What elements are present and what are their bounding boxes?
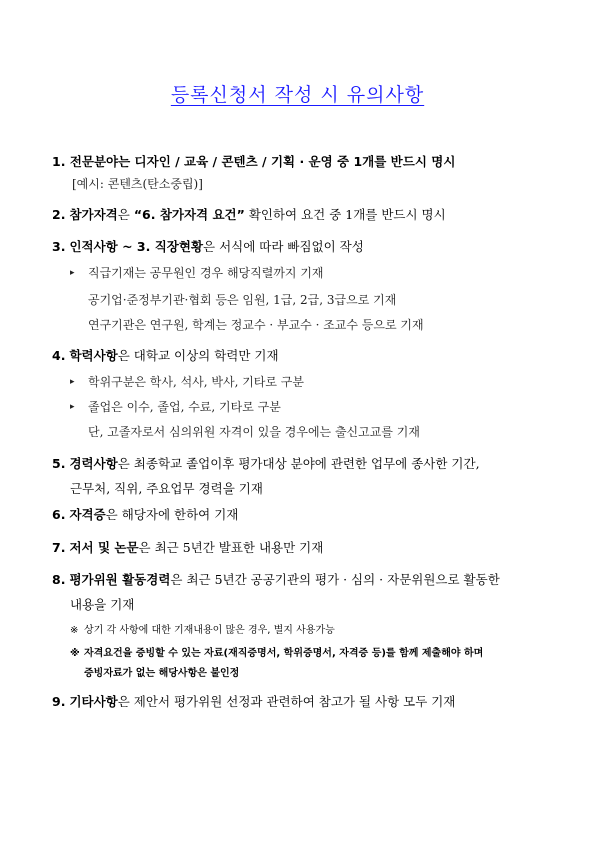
item-number: 8.: [52, 572, 66, 587]
item-3: [52, 237, 364, 257]
item-4-line-2: 졸업은 이수, 졸업, 수료, 기타로 구분: [88, 400, 281, 414]
item-text: 은 최근 5년간 발표한 내용만 기재: [138, 540, 324, 555]
note-text: 자격요건을 증빙할 수 있는 자료(재직증명서, 학위증명서, 자격증 등)를 함께 제출해야 하며: [84, 648, 484, 659]
bullet-icon: ▸: [70, 402, 75, 412]
item-7: [52, 538, 323, 558]
item-number: 4.: [52, 348, 66, 363]
item-2: [52, 205, 446, 225]
item-text: 은 제안서 평가위원 선정과 관련하여 참고가 될 사항 모두 기재: [117, 694, 456, 709]
item-8: [52, 570, 500, 590]
note-1: [70, 623, 335, 639]
item-number: 1.: [52, 154, 66, 169]
item-text: 확인하여 요건 중 1개를 반드시 명시: [244, 207, 446, 222]
item-9: [52, 692, 455, 712]
item-1-example: [예시: 콘텐츠(탄소중립)]: [72, 177, 203, 191]
bullet-icon: ▸: [70, 377, 75, 387]
item-1: [52, 152, 455, 172]
note-mark-icon: ※: [70, 648, 80, 659]
item-bold: 평가위원 활동경력: [69, 572, 171, 587]
item-bold: 저서 및 논문: [69, 540, 139, 555]
item-bold: 자격증: [69, 507, 106, 522]
item-text: 은 대학교 이상의 학력만 기재: [117, 348, 279, 363]
note-2: [70, 646, 483, 662]
item-number: 2.: [52, 207, 66, 222]
note-mark-icon: ※: [70, 625, 79, 636]
item-4-line-3: 단, 고졸자로서 심의위원 자격이 있을 경우에는 출신고교를 기재: [88, 425, 420, 439]
item-bold: 경력사항: [69, 456, 118, 471]
item-text: 은: [117, 207, 134, 222]
note-2-cont: 증빙자료가 없는 해당사항은 불인정: [84, 668, 240, 679]
item-4-line-1: 학위구분은 학사, 석사, 박사, 기타로 구분: [88, 375, 304, 389]
item-text: 전문분야는 디자인 / 교육 / 콘텐츠 / 기획 · 운영 중 1개를 반드시 명시: [69, 154, 456, 169]
note-text: 상기 각 사항에 대한 기재내용이 많은 경우, 별지 사용가능: [84, 625, 335, 636]
item-bold: 기타사항: [69, 694, 118, 709]
item-number: 5.: [52, 456, 66, 471]
item-text: 은 최종학교 졸업이후 평가대상 분야에 관련한 업무에 종사한 기간,: [117, 456, 480, 471]
item-4: [52, 346, 279, 366]
item-8-cont: 내용을 기재: [70, 597, 135, 612]
item-6: [52, 505, 238, 525]
bullet-icon: ▸: [70, 268, 75, 278]
item-number: 3.: [52, 239, 66, 254]
item-number: 6.: [52, 507, 66, 522]
item-3-line-1: 직급기재는 공무원인 경우 해당직렬까지 기재: [88, 266, 324, 280]
page-title: 등록신청서 작성 시 유의사항: [170, 84, 425, 106]
item-quote: “6. 참가자격 요건”: [133, 207, 245, 222]
item-3-line-3: 연구기관은 연구원, 학계는 정교수 · 부교수 · 조교수 등으로 기재: [88, 318, 424, 332]
item-bold: 인적사항 ~ 3. 직장현황: [69, 239, 204, 254]
item-5-cont: 근무처, 직위, 주요업무 경력을 기재: [70, 481, 263, 496]
item-text: 은 해당자에 한하여 기재: [105, 507, 239, 522]
item-text: 은 서식에 따라 빠짐없이 작성: [203, 239, 364, 254]
item-5: [52, 454, 480, 474]
item-number: 9.: [52, 694, 66, 709]
item-bold: 참가자격: [69, 207, 118, 222]
item-text: 은 최근 5년간 공공기관의 평가 · 심의 · 자문위원으로 활동한: [170, 572, 500, 587]
item-bold: 학력사항: [69, 348, 118, 363]
item-number: 7.: [52, 540, 66, 555]
item-3-line-2: 공기업·준정부기관·협회 등은 임원, 1급, 2급, 3급으로 기재: [88, 293, 397, 307]
